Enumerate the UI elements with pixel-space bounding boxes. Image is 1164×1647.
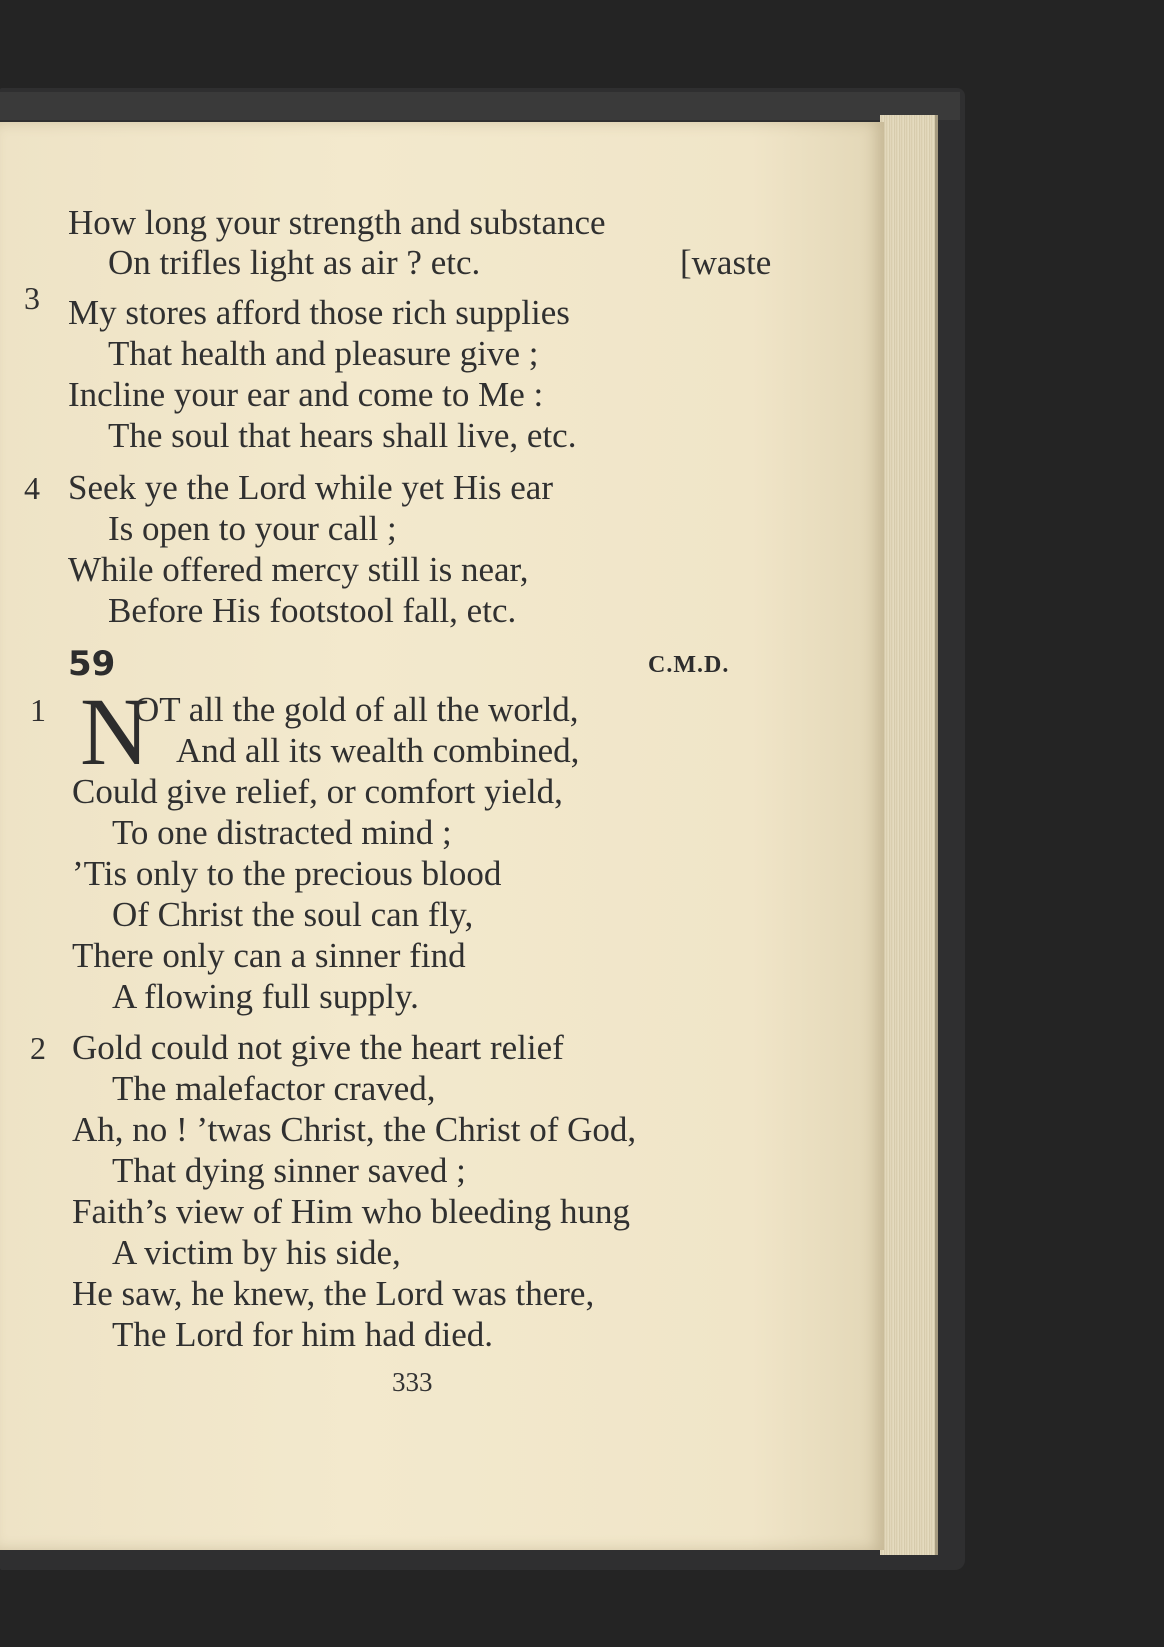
verse-line: ’Tis only to the precious blood [72,854,502,893]
verse-line: There only can a sinner find [72,936,466,975]
verse-number: 4 [24,470,40,506]
verse-line: That health and pleasure give ; [108,334,539,373]
verse-line: Is open to your call ; [108,509,397,548]
verse-line: And all its wealth combined, [176,731,580,770]
verse-line: My stores afford those rich supplies [68,293,570,332]
verse-number: 3 [24,280,40,316]
verse-line: How long your strength and substance [68,203,606,242]
verse-line: He saw, he knew, the Lord was there, [72,1274,595,1313]
verse-line: That dying sinner saved ; [112,1151,466,1190]
page-number: 333 [392,1367,433,1397]
verse-line: Gold could not give the heart relief [72,1028,564,1067]
verse-line: A victim by his side, [112,1233,401,1272]
verse-line: A flowing full supply. [112,977,419,1016]
verse-line: Faith’s view of Him who bleeding hung [72,1192,631,1231]
verse-line: The Lord for him had died. [112,1315,494,1354]
verse-line: Before His footstool fall, etc. [108,591,517,630]
hymn-number: 59 [68,644,116,684]
verse-line: Seek ye the Lord while yet His ear [68,468,553,507]
verse-line: [waste [680,243,772,282]
page-edges [880,115,938,1555]
verse-line: While offered mercy still is near, [68,550,529,589]
verse-line: To one distracted mind ; [112,813,452,852]
verse-line: OT all the gold of all the world, [134,690,579,729]
verse-line: Ah, no ! ’twas Christ, the Christ of God, [72,1110,637,1149]
verse-line: Of Christ the soul can fly, [112,895,474,934]
verse-number: 1 [30,692,46,728]
verse-number: 2 [30,1030,46,1066]
hymn-meter: C.M.D. [648,652,730,678]
verse-line: On trifles light as air ? etc. [108,243,481,282]
verse-line: Incline your ear and come to Me : [68,375,544,414]
drop-cap: N [80,678,150,785]
book-spine-top [0,92,960,120]
verse-line: The malefactor craved, [112,1069,436,1108]
verse-line: The soul that hears shall live, etc. [108,416,577,455]
verse-line: Could give relief, or comfort yield, [72,772,563,811]
